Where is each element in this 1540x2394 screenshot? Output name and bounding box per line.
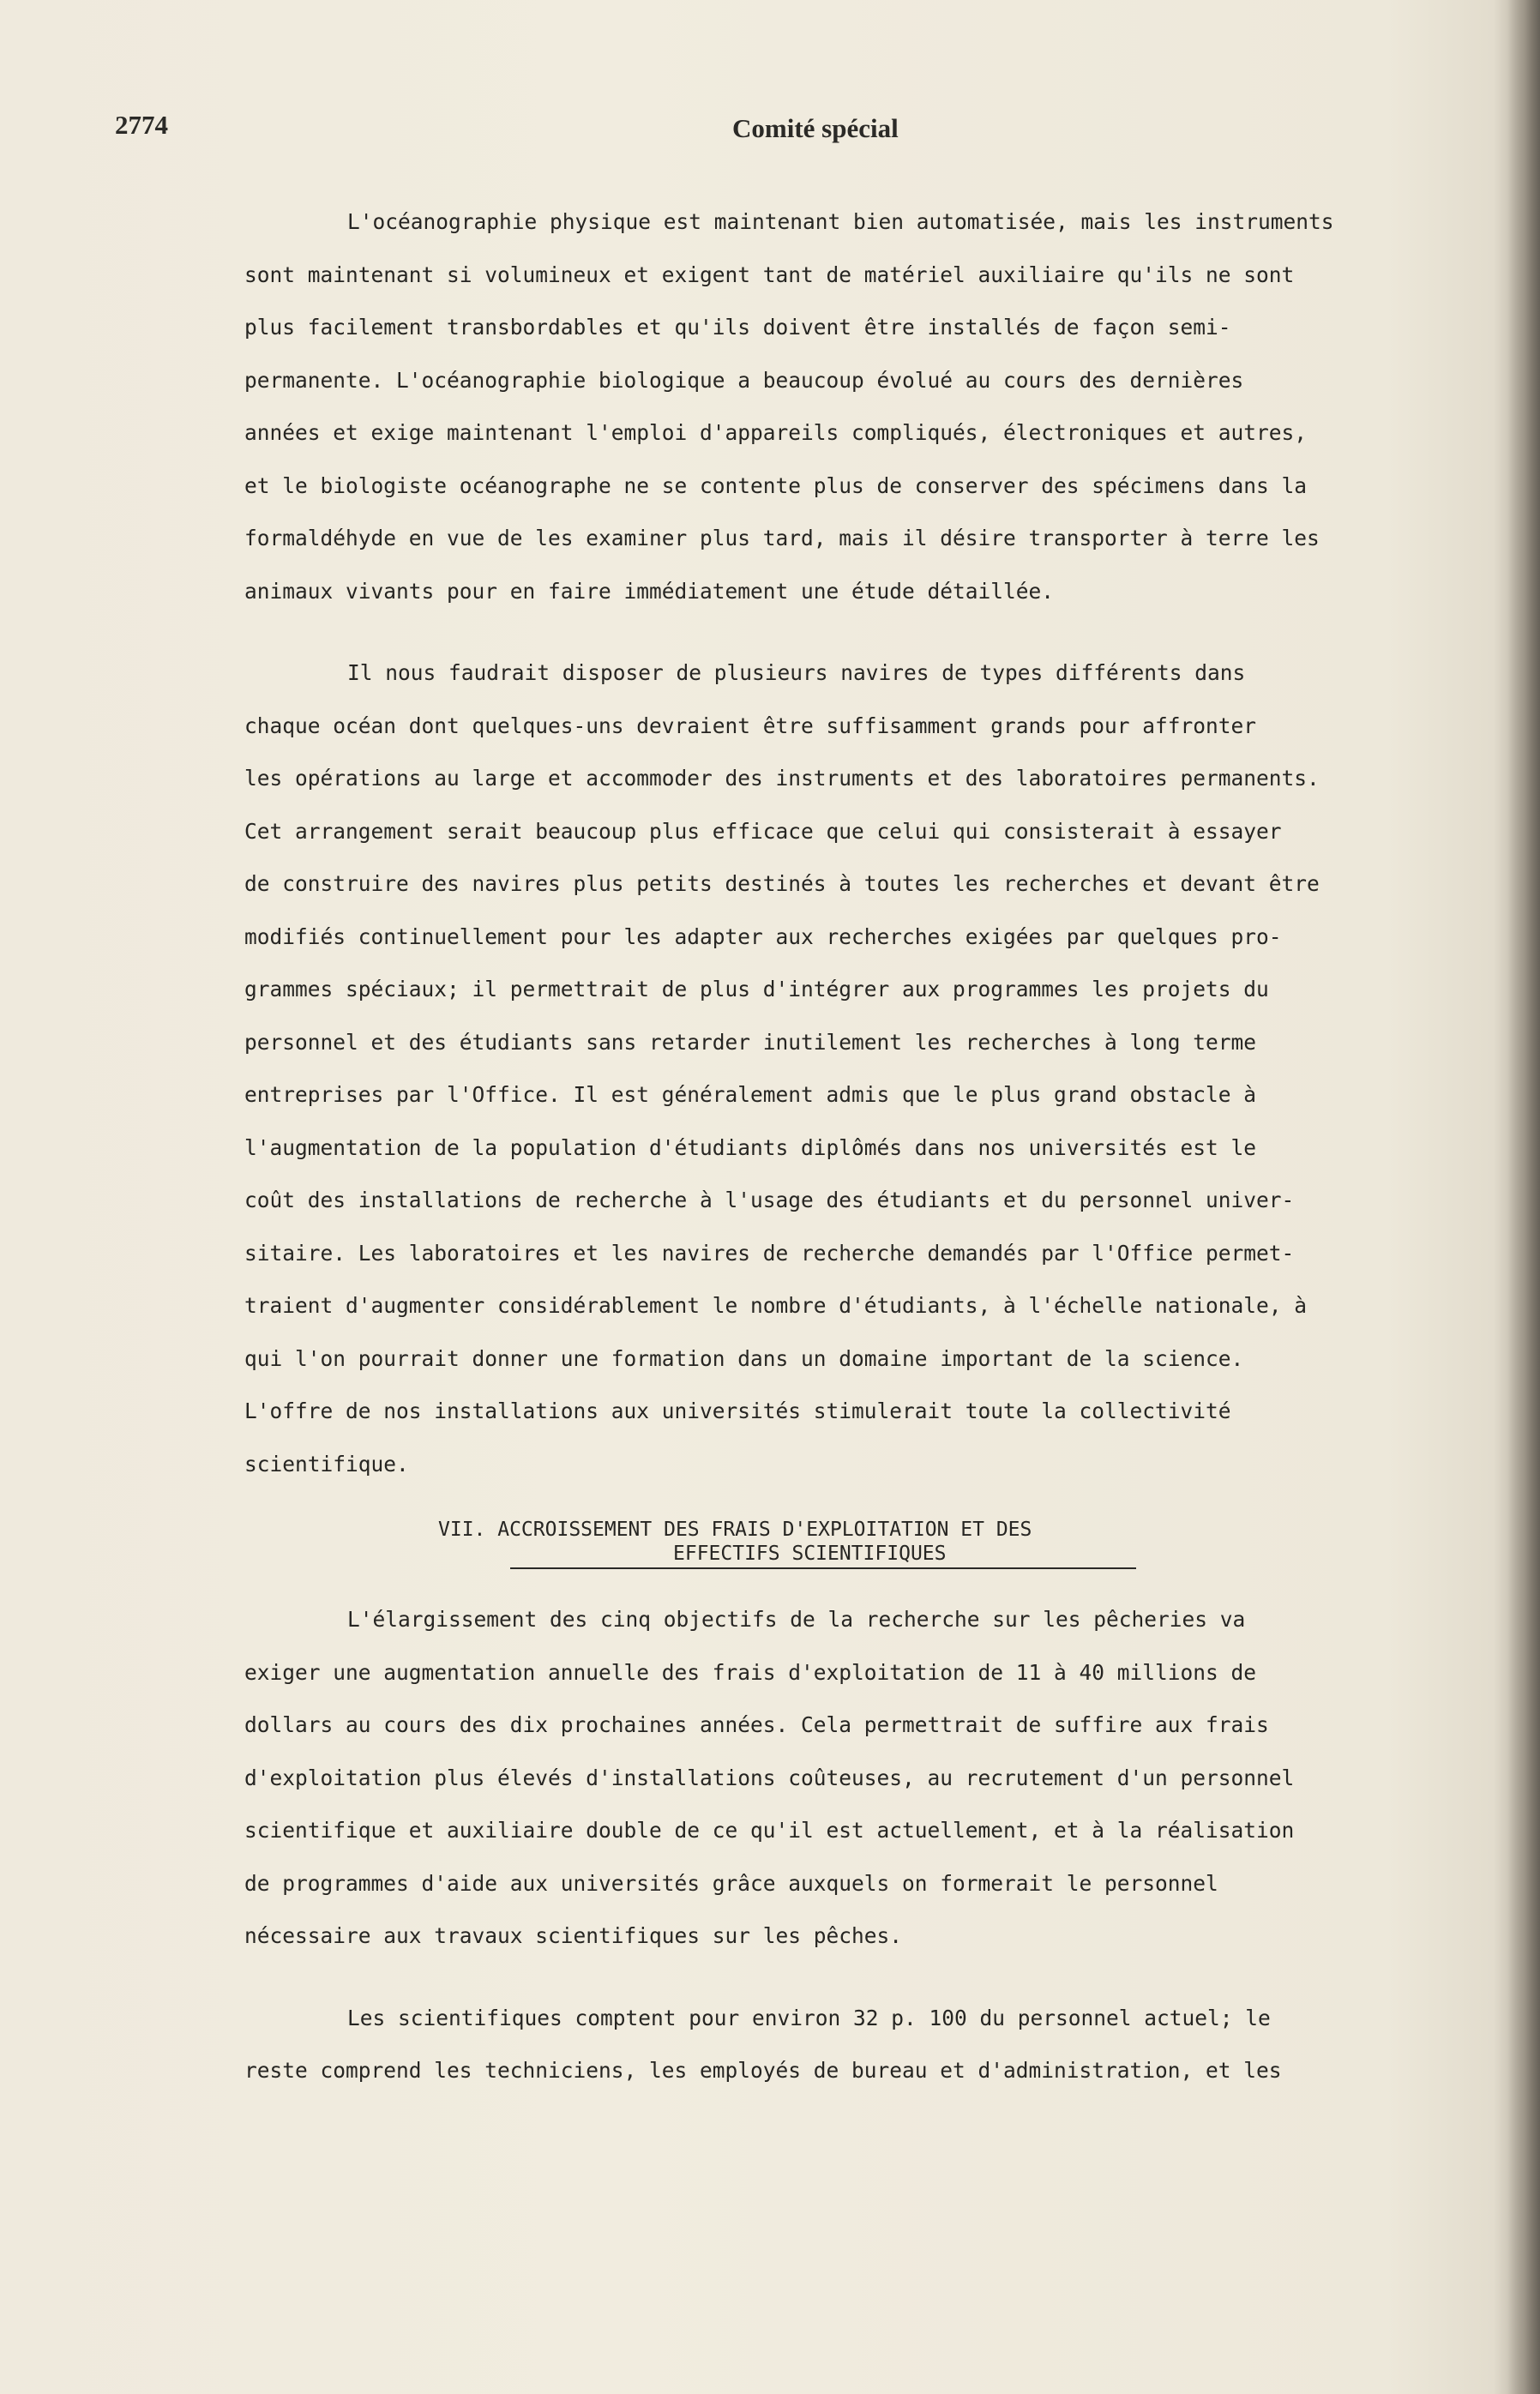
text-line: modifiés continuellement pour les adapter aux recherches exigées par quelques pro- [244,923,1282,949]
text-line: Il nous faudrait disposer de plusieurs navires de types différents dans [347,660,1246,685]
text-line: formaldéhyde en vue de les examiner plus tard, mais il désire transporter à terre les [244,526,1320,550]
text-line: coût des installations de recherche à l'usage des étudiants et du personnel univer- [244,1188,1295,1212]
text-line: sont maintenant si volumineux et exigent tant de matériel auxiliaire qu'ils ne sont [244,262,1295,287]
section-heading-line-1: VII. ACCROISSEMENT DES FRAIS D'EXPLOITATION ET DES [438,1519,1032,1541]
text-line: Cet arrangement serait beaucoup plus efficace que celui qui consisterait à essayer [244,818,1282,844]
text-line: l'augmentation de la population d'étudiants diplômés dans nos universités est le [244,1134,1257,1160]
page-number: 2774 [115,110,168,140]
paragraph-3 [244,1593,1393,1963]
body-text [244,195,1393,2097]
text-line: nécessaire aux travaux scientifiques sur les pêches. [244,1923,903,1948]
text-line: traient d'augmenter considérablement le nombre d'étudiants, à l'échelle nationale, à [244,1293,1308,1318]
text-line: animaux vivants pour en faire immédiatement une étude détaillée. [244,578,1055,604]
text-line: entreprises par l'Office. Il est généralement admis que le plus grand obstacle à [244,1082,1257,1107]
text-line: personnel et des étudiants sans retarder inutilement les recherches à long terme [244,1029,1257,1055]
text-line: L'océanographie physique est maintenant bien automatisée, mais les instruments [347,209,1334,234]
text-line: Les scientifiques comptent pour environ 32 p. 100 du personnel actuel; le [347,2005,1271,2030]
text-line: L'offre de nos installations aux universités stimulerait toute la collectivité [244,1399,1231,1423]
section-heading [438,1518,1056,1569]
text-line: chaque océan dont quelques-uns devraient être suffisamment grands pour affronter [244,713,1257,738]
text-line: d'exploitation plus élevés d'installations coûteuses, au recrutement d'un personnel [244,1765,1295,1790]
text-line: exiger une augmentation annuelle des frais d'exploitation de 11 à 40 millions de [244,1659,1257,1685]
text-line: de programmes d'aide aux universités grâce auxquels on formerait le personnel [244,1870,1218,1896]
text-line: de construire des navires plus petits destinés à toutes les recherches et devant être [244,871,1320,896]
text-line: permanente. L'océanographie biologique a beaucoup évolué au cours des dernières [244,367,1244,393]
running-head: Comité spécial [732,113,899,143]
text-line: scientifique. [244,1451,409,1477]
text-line: reste comprend les techniciens, les employés de bureau et d'administration, et les [244,2058,1282,2083]
text-line: les opérations au large et accommoder des instruments et des laboratoires permanents. [244,766,1320,791]
book-spine-shadow [1507,0,1540,2394]
text-line: grammes spéciaux; il permettrait de plus d'intégrer aux programmes les projets du [244,977,1269,1002]
text-line: L'élargissement des cinq objectifs de la recherche sur les pêcheries va [347,1607,1246,1632]
text-line: années et exige maintenant l'emploi d'appareils compliqués, électroniques et autres, [244,420,1308,445]
paragraph-2 [244,647,1393,1490]
section-heading-line-2: EFFECTIFS SCIENTIFIQUES [510,1542,1136,1569]
paragraph-1 [244,195,1393,617]
text-line: qui l'on pourrait donner une formation dans un domaine important de la science. [244,1345,1244,1371]
text-line: sitaire. Les laboratoires et les navires de recherche demandés par l'Office permet- [244,1240,1295,1266]
text-line: dollars au cours des dix prochaines années. Cela permettrait de suffire aux frais [244,1712,1269,1737]
text-line: et le biologiste océanographe ne se contente plus de conserver des spécimens dans la [244,472,1308,498]
text-line: plus facilement transbordables et qu'ils doivent être installés de façon semi- [244,315,1231,340]
text-line: scientifique et auxiliaire double de ce qu'il est actuellement, et à la réalisation [244,1818,1295,1843]
paragraph-4 [244,1992,1393,2097]
